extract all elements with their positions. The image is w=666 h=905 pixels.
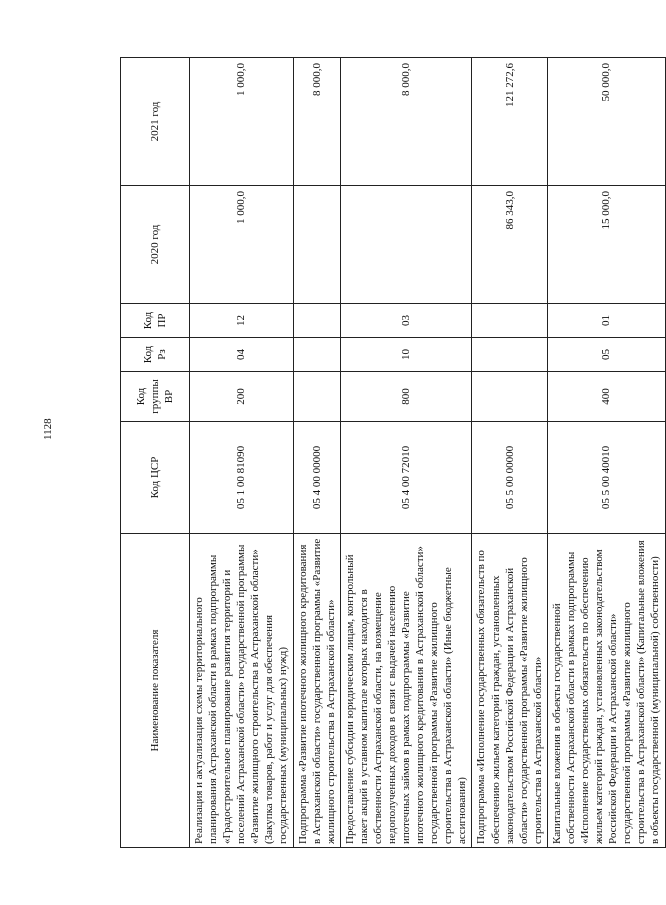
row-csr: 05 5 00 40010 [547, 422, 665, 534]
row-2021: 121 272,6 [472, 58, 547, 186]
row-rz: 04 [190, 338, 294, 372]
row-pr: 03 [340, 304, 472, 338]
header-vr: Код группы ВР [121, 372, 190, 422]
row-rz [293, 338, 340, 372]
row-csr: 05 4 00 72010 [340, 422, 472, 534]
row-name: Реализация и актуализация схемы территориального планирования Астраханской области в рамках подпрограммы «Градостроительное планирование развития территорий и поселений Астраханской области» государственной программы «Развитие жилищного строительства в Астраханской области» (Закупка товаров, работ и услуг для обеспечения государственных (муниципальных) нужд) [190, 534, 294, 848]
row-2020: 1 000,0 [190, 186, 294, 304]
rotated-table-container [120, 58, 662, 848]
row-2021: 50 000,0 [547, 58, 665, 186]
row-vr [472, 372, 547, 422]
row-2020: 86 343,0 [472, 186, 547, 304]
row-rz: 05 [547, 338, 665, 372]
row-name: Капитальные вложения в объекты государственной собственности Астраханской области в рамках подпрограммы «Исполнение государственных обязательств по обеспечению жильем категорий граждан, установленных законодательством Российской Федерации и Астраханской области» государственной программы «Развитие жилищного строительства в Астраханской области» (Капитальные вложения в объекты государственной (муниципальной) собственности) [547, 534, 665, 848]
header-pr: Код ПР [121, 304, 190, 338]
table-row [472, 58, 547, 848]
row-rz: 10 [340, 338, 472, 372]
row-2021: 1 000,0 [190, 58, 294, 186]
table-row [190, 58, 294, 848]
row-vr: 200 [190, 372, 294, 422]
header-csr: Код ЦСР [121, 422, 190, 534]
row-name: Подпрограмма «Развитие ипотечного жилищного кредитования в Астраханской области» государственной программы «Развитие жилищного строительства в Астраханской области» [293, 534, 340, 848]
row-2020: 15 000,0 [547, 186, 665, 304]
header-rz: Код Рз [121, 338, 190, 372]
header-2021: 2021 год [121, 58, 190, 186]
row-csr: 05 1 00 81090 [190, 422, 294, 534]
table-row [340, 58, 472, 848]
row-vr: 800 [340, 372, 472, 422]
row-vr: 400 [547, 372, 665, 422]
table-row [547, 58, 665, 848]
row-csr: 05 4 00 00000 [293, 422, 340, 534]
row-vr [293, 372, 340, 422]
row-2021: 8 000,0 [293, 58, 340, 186]
budget-table [120, 57, 666, 848]
header-2020: 2020 год [121, 186, 190, 304]
table-row [293, 58, 340, 848]
row-2020 [293, 186, 340, 304]
page-number: 1128 [42, 418, 54, 440]
row-name: Предоставление субсидии юридическим лицам, контрольный пакет акций в уставном капитале которых находится в собственности Астраханской области, на возмещение недополученных доходов в связи с выдачей населению ипотечных займов в рамках подпрограммы «Развитие ипотечного жилищного кредитования в Астраханской области» государственной программы «Развитие жилищного строительства в Астраханской области» (Иные бюджетные ассигнования) [340, 534, 472, 848]
row-pr [472, 304, 547, 338]
row-pr [293, 304, 340, 338]
row-rz [472, 338, 547, 372]
row-csr: 05 5 00 00000 [472, 422, 547, 534]
row-2020 [340, 186, 472, 304]
header-row [121, 58, 190, 848]
row-name: Подпрограмма «Исполнение государственных обязательств по обеспечению жильем категорий граждан, установленных законодательством Российской Федерации и Астраханской области» государственной программы «Развитие жилищного строительства в Астраханской области» [472, 534, 547, 848]
header-name: Наименование показателя [121, 534, 190, 848]
row-2021: 8 000,0 [340, 58, 472, 186]
row-pr: 12 [190, 304, 294, 338]
row-pr: 01 [547, 304, 665, 338]
